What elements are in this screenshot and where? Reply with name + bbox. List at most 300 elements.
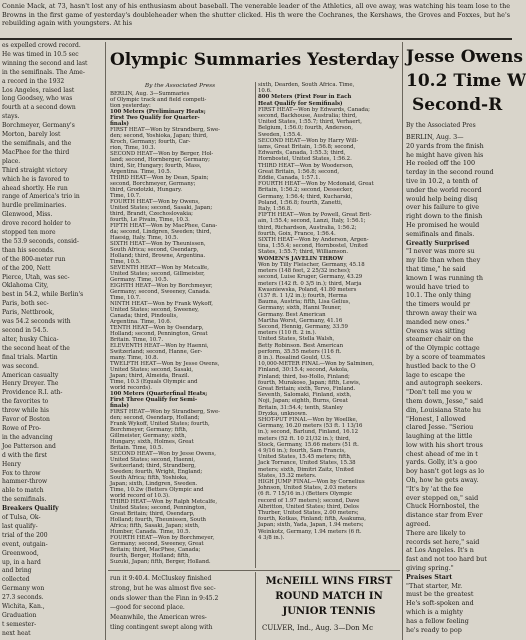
left-article-line: hammer-throw xyxy=(2,478,48,486)
summary-line: Time, 10.3 (Equals Olympic and xyxy=(110,379,198,385)
summary-line: South Africa; second, Osendarp, xyxy=(110,247,199,253)
summary-line: Humber, Canada. Time, 10.5. xyxy=(110,529,191,535)
left-article-line: Third straight victory xyxy=(2,166,68,174)
wrestling-story-line: onds slower than the Finn in 9:45.2 xyxy=(110,594,219,602)
summary-line: meters; sixth, Dimitri Zaitz, United xyxy=(258,466,354,473)
summary-line: FIRST HEAT—Won by Edwards, Canada; xyxy=(258,106,370,113)
summary-line: second, Luise Kruger, Germany, 43.29 xyxy=(258,274,363,281)
wrestling-story-line: run it 9:40.4. McCluskey finished xyxy=(110,575,212,582)
left-article-line: winning the second and last xyxy=(2,59,88,67)
center-byline: By the Associated Press xyxy=(144,83,216,89)
left-article-line: which he is favored to xyxy=(2,175,70,183)
owens-story-line: agreed. xyxy=(406,520,431,529)
left-article-line: event, outgain- xyxy=(2,540,48,548)
summary-line: Sweden; fourth, Wright, England; xyxy=(110,469,203,475)
summary-line: FIRST HEAT—Won by Strandberg, Swe- xyxy=(110,127,220,133)
summary-line: 10.6. xyxy=(258,88,272,95)
left-article-line: in the semifinals. The Ame- xyxy=(2,68,85,76)
owens-byline: By the Associated Pres xyxy=(406,122,476,129)
summary-line: 800 Meters (First Four in Each xyxy=(258,94,352,101)
tennis-headline-line-1: McNEILL WINS FIRST xyxy=(265,576,393,587)
owens-headline-line-2: 10.2 Time W xyxy=(406,71,526,91)
summary-line: in.); second, Barlund, Finland, 16.12 xyxy=(258,429,359,436)
summary-line: Frank Wykoff, United States; fourth, xyxy=(110,421,210,427)
left-article-line: was 54.2 seconds with xyxy=(2,318,71,326)
summary-line: Thurber, United States, 2.00 meters; xyxy=(258,510,359,517)
owens-story-line: Praises Start xyxy=(406,572,453,581)
summary-line: Sweden, 1:55.4. xyxy=(258,131,302,138)
left-article-line: last qualify- xyxy=(2,522,38,530)
top-divider xyxy=(0,38,512,40)
summary-line: Argentina. Time, 10.5. xyxy=(110,169,172,175)
owens-story-line: tive in 10.2, a tenth of xyxy=(406,176,478,185)
owens-story-line: He promised he would xyxy=(406,220,480,229)
summary-line: Japan; sixth, Lindgren, Sweden. xyxy=(110,481,198,487)
left-article-line: Joe Patterson and xyxy=(2,442,56,450)
owens-story-line: semifinals and finals. xyxy=(406,229,475,238)
left-article-line: Paris, Nettbrook, xyxy=(2,309,55,317)
left-article-line: collected xyxy=(2,576,30,584)
left-article-line: Rowe of Pro- xyxy=(2,424,42,432)
left-article-line: than his seconds. xyxy=(2,246,55,254)
summary-line: record of 1.97 meters); second, Dave xyxy=(258,497,360,504)
summary-line: 4 9/16 in.); fourth, Sam Francis, xyxy=(258,447,346,454)
owens-story-line: yards. Golly, it's a goo xyxy=(406,458,478,467)
owens-story-line: fast and not too hard but xyxy=(406,555,487,564)
left-article-line: stopped ten more xyxy=(2,229,56,237)
summary-line: (6 ft. 7 15/16 in.) (Betters Olympic xyxy=(258,491,353,498)
summary-line: South Africa; fifth, Yoshioka, xyxy=(110,475,189,481)
summary-line: Second, Hennig, Germany, 33.59 xyxy=(258,323,348,330)
owens-story-line: giving spring." xyxy=(406,564,454,573)
owens-story-line: thrown away their wa xyxy=(406,308,477,317)
summary-line: second, Backhouse, Australia; third, xyxy=(258,113,357,120)
summary-line: TWELFTH HEAT—Won by Jesse Owens, xyxy=(110,361,220,367)
summary-line: Weinkotz, Germany, 1.94 meters (6 ft. xyxy=(258,528,362,535)
tennis-headline-line-2: ROUND MATCH IN xyxy=(275,591,383,602)
summary-line: Jack Torrance, United States, 15.38 xyxy=(258,460,356,467)
left-article-line: He was timed in 10.5 sec xyxy=(2,50,79,58)
summary-line: den; second, Yoshioka, Japan; third, xyxy=(110,133,208,139)
summary-line: Hornbostel, United States, 1:56.2. xyxy=(258,156,352,163)
left-article-line: trial of the 200 xyxy=(2,531,48,539)
summary-line: rion, Time, 10.3. xyxy=(110,145,156,151)
summary-line: Time, 10.7. xyxy=(110,193,141,199)
summary-line: EIGHTH HEAT—Won by Borchmeyer, xyxy=(110,283,213,289)
summary-line: THIRD HEAT—Won by Dean, Spain; xyxy=(110,175,209,181)
left-article-line: Henry Dreyer. The xyxy=(2,380,59,388)
summary-line: First Three Qualify for Semi- xyxy=(110,397,198,403)
left-article-line: 27.3 seconds. xyxy=(2,594,44,602)
summary-line: Germany. Best American xyxy=(258,311,326,318)
summary-line: Edwards, Canada, 1:55.3; third, xyxy=(258,150,346,157)
left-article-line: Graduation xyxy=(2,612,37,619)
wrestling-story-line: Meanwhile, the American wres- xyxy=(110,614,207,622)
left-article-line: throw while his xyxy=(2,407,49,415)
wrestling-story-line: strong, but he was almost five sec- xyxy=(110,584,216,592)
summary-line: United States, Stella Walsh, xyxy=(258,336,335,343)
left-article-line: long Goodsey, who was xyxy=(2,95,73,103)
summary-line: Albritton, United States; third, Delos xyxy=(258,503,359,510)
olympic-summaries-headline: Olympic Summaries Yesterday xyxy=(110,50,399,70)
summary-line: FOURTH HEAT—Won by Mcdonald, Great xyxy=(258,181,374,188)
left-article-line: place. xyxy=(2,157,21,165)
summary-line: perform, 35.55 meters (116 ft. xyxy=(258,348,342,355)
left-article-line: American casualty xyxy=(2,371,59,379)
summary-line: iams, Great Britain, 1:56.8; second, xyxy=(258,144,356,151)
left-article-line: Pierce, Utah, was sec- xyxy=(2,273,70,281)
summary-line: United States, 15.45 meters; fifth, xyxy=(258,454,352,461)
left-article-line: final trials. Martin xyxy=(2,353,58,361)
summary-line: (137 ft. 1 1/2 in.); fourth, Herma xyxy=(258,292,347,299)
summary-line: ELEVENTH HEAT—Won by Haenni, xyxy=(110,343,209,349)
left-article-line: MacPhee for the third xyxy=(2,148,70,156)
summary-line: BERLIN, Aug. 3—Summaries xyxy=(110,91,190,97)
owens-story-line: He reeled off the 100 xyxy=(406,159,476,168)
left-article-line: of the 200, Nett xyxy=(2,264,51,272)
summary-line: world record of 10.3). xyxy=(110,493,170,499)
owens-story-line: "It's by 'at the fee xyxy=(406,484,464,493)
owens-story-line: 20 yards from the finish xyxy=(406,141,484,150)
left-article-line: Paris, both sec- xyxy=(2,300,49,308)
owens-story-line: Greatly Surprised xyxy=(406,238,470,247)
owens-story-line: would have tried to xyxy=(406,282,469,291)
summary-line: HIGH JUMP FINAL—Won by Cornelius xyxy=(258,479,365,485)
owens-story-line: of the Olympic cottage xyxy=(406,344,480,353)
summary-line: Holland; third, Browne, Argentina. xyxy=(110,253,206,259)
summary-line: THIRD HEAT—Won by Wooderson, xyxy=(258,162,354,169)
summary-line: Britain. Time, 10.7. xyxy=(110,337,164,343)
left-article-line: Glenwood, Miss. xyxy=(2,211,53,219)
summary-line: Belgium, 1:56.0; fourth, Anderson, xyxy=(258,125,353,132)
summary-line: third, Brandt, Czechoslovakia; xyxy=(110,211,193,217)
left-article-line: Los Angeles, raised last xyxy=(2,86,75,94)
summary-line: Kwasniewska, Poland, 41.80 meters xyxy=(258,286,357,293)
left-article-line: Breakers Qualify xyxy=(2,505,59,513)
owens-story-line: "Honest, I allowed xyxy=(406,414,466,423)
left-article-line: the favorites to xyxy=(2,398,49,406)
summary-line: Great Britain; sixth, Tervo, Finland. xyxy=(258,385,356,392)
summary-line: second, Borchmeyer, Germany; xyxy=(110,181,196,187)
summary-line: meters (148 feet, 2 25/32 inches); xyxy=(258,268,351,275)
owens-story-line: Chuck Hornbostel, the xyxy=(406,502,480,511)
owens-story-line: din, Louisiana State hu xyxy=(406,405,482,414)
owens-story-line: known I was running th xyxy=(406,273,483,282)
summary-line: Britain; third, MacPhee, Canada; xyxy=(110,547,201,553)
summary-line: third, Sir, Hungary; fourth, Mass, xyxy=(110,163,202,169)
summary-line: 8 in.). Rosalind Gould, U.S. xyxy=(258,354,332,361)
summary-line: SECOND HEAT—Won by Jesse Owens, xyxy=(110,451,216,457)
summary-line: tion yesterday: xyxy=(110,103,151,109)
owens-story-line: Oh, how he gets away. xyxy=(406,476,479,485)
summary-line: many. Time, 10.8. xyxy=(110,355,159,361)
summary-line: Germany; sixth, Hanni Teuner, xyxy=(258,305,342,312)
left-article-line: the 53.9 seconds, consid- xyxy=(2,237,79,245)
left-article-line: was second. xyxy=(2,362,39,370)
left-article-line: drove record holder to xyxy=(2,220,71,228)
left-article-line: the second heat of the xyxy=(2,344,70,352)
summary-line: SECOND HEAT—Won by Berger, Hol- xyxy=(110,151,214,157)
summary-line: FIRST HEAT—Won by Strandberg, Swe- xyxy=(110,409,220,415)
left-article-line: stays. xyxy=(2,113,20,121)
summaries-column-two xyxy=(258,82,400,569)
left-article-line: Fox to throw xyxy=(2,469,41,477)
summary-line: Canada; third, Pindoulis, xyxy=(110,313,178,319)
owens-story-line: distance star from Ever xyxy=(406,511,483,520)
summary-line: Britain. Time, 10.5. xyxy=(110,445,164,451)
left-article-line: of Tulsa, Ok- xyxy=(2,514,41,522)
summary-line: fourth, Murakoso, Japan; fifth, Lewis, xyxy=(258,379,361,386)
owens-story-line: chest ahead of me in t xyxy=(406,449,478,458)
owens-story-line: terday in the second round xyxy=(406,168,494,177)
owens-story-line: ever stepped on," said xyxy=(406,493,479,502)
summary-line: Noji, Japan; eighth, Burns, Great xyxy=(258,398,348,405)
summary-line: NINTH HEAT—Won by Frank Wykoff, xyxy=(110,301,213,307)
summary-line: third, Richardson, Australia, 1:56.2; xyxy=(258,224,357,231)
summary-line: Time, 10.5. xyxy=(110,259,141,265)
summary-line: den; second, Osendarp, Holland; xyxy=(110,415,200,421)
summary-line: fourth, Kotkas, Finland; fifth, Asakuma, xyxy=(258,516,366,523)
owens-story-line: the timers would pr xyxy=(406,300,471,309)
owens-story-line: Owens was sitting xyxy=(406,326,466,335)
left-article-line: the semifinals. xyxy=(2,496,47,504)
owens-story-line: low with his short trous xyxy=(406,440,483,449)
summary-line: fourth, Berger, Holland; fifth, xyxy=(110,553,191,559)
center-divider xyxy=(255,82,256,568)
summary-line: Borchmeyer, Germany; fifth, xyxy=(110,427,188,433)
caption-text: Connie Mack, at 73, hasn't lost any of his enthusiasm about baseball. The venerable leader of the Athletics, all ove away, was watching his team lose to the Browns in the first game of yesterday's doubleheader when the shutter clicked. His th were the Cochranes, the Kershaws, the Groves and Foxxes, but he's rebuilding again with youngsters. At his xyxy=(2,2,510,28)
wrestling-story-line: tling contingent swept along with xyxy=(110,623,213,631)
left-article-line: able to match xyxy=(2,487,44,495)
summary-line: United States; second, Sasaki, Japan; xyxy=(110,205,213,211)
summary-line: finals) xyxy=(110,403,129,409)
summary-line: Dryzka, unknown. xyxy=(258,410,308,417)
left-article-line: fourth at a second down xyxy=(2,104,76,112)
summary-line: United States, 1:55.7; third, Verhaert, xyxy=(258,119,362,126)
summary-line: Switzerland; second, Hanne, Ger- xyxy=(110,349,203,355)
left-article-line: Wichita, Kan., xyxy=(2,603,45,611)
owens-story-line: right down to the finish xyxy=(406,212,483,221)
left-article-line: Henry xyxy=(2,460,21,468)
summary-line: land; second, Hornberger, Germany; xyxy=(110,157,210,163)
summary-line: SIXTH HEAT—Won by Anderson, Argen- xyxy=(258,237,369,244)
summary-line: FIFTH HEAT—Won by MacPhee, Cana- xyxy=(110,223,218,229)
summary-line: United States; second, Gillmeister, xyxy=(110,271,205,277)
summary-line: ain, 1:55.4; second, Lanzi, Italy, 1:56.1; xyxy=(258,218,366,225)
summary-line: finals) xyxy=(110,121,129,127)
summary-line: FOURTH HEAT—Won by Borchmeyer, xyxy=(110,535,215,541)
summary-line: States, 1:55.7; third, Williamson. xyxy=(258,249,349,256)
left-article-line: next heat xyxy=(2,629,31,637)
owens-story-line: he's ready to pop xyxy=(406,625,462,634)
summary-line: WOMEN'S JAVELIN THROW xyxy=(258,255,344,262)
summary-line: Johnson, United States, 2.03 meters xyxy=(258,485,357,492)
summary-line: States, 15.32 meters. xyxy=(258,472,317,479)
summary-line: da; second, Lindgren, Sweden; third, xyxy=(110,229,212,235)
left-article-line: Morton, barely lost xyxy=(2,131,61,139)
summary-line: United States; second, Pennington, xyxy=(110,505,207,511)
summary-line: Britain, 31:54.4; tenth, Stanley xyxy=(258,404,343,411)
bottom-column-divider xyxy=(255,572,256,640)
owens-story-line: has a fellow feeling xyxy=(406,616,469,625)
owens-story-line: "Don't tell me you w xyxy=(406,388,472,397)
summary-line: world records). xyxy=(110,385,152,391)
owens-story-line: at Los Angeles. It's n xyxy=(406,546,474,555)
summary-line: fourth, Goix, France, 1:56.4. xyxy=(258,230,336,237)
summary-line: 4 3/8 in.). xyxy=(258,534,285,541)
summary-line: Japan; sixth, Yada, Japan, 1.94 meters; xyxy=(258,522,364,529)
summary-line: Suzuki, Japan; fifth, Berger, Holland. xyxy=(110,559,211,565)
left-article-line: up, in a hard xyxy=(2,558,41,566)
summary-line: Holland; fourth, Theunissen, South xyxy=(110,517,207,523)
owens-headline-line-1: Jesse Owens xyxy=(406,47,523,67)
left-article-line: d with the first xyxy=(2,451,48,459)
tennis-dateline: CULVER, Ind., Aug. 3—Don Mc xyxy=(262,624,373,632)
summary-line: tina, 1:55.4; second, Hornbostel, United xyxy=(258,243,368,250)
owens-story-line: 10.1. The only thing xyxy=(406,291,472,300)
owens-story-line: He's soft-spoken and xyxy=(406,599,474,608)
owens-story-line: lage to escape the xyxy=(406,370,466,379)
summary-line: Seventh, Salomaki, Finland, sixth, xyxy=(258,392,352,399)
summary-line: TENTH HEAT—Won by Osendarp, xyxy=(110,325,204,331)
summary-line: SEVENTH HEAT—Won by Metcalfe, xyxy=(110,265,209,271)
left-article-line: Oklahoma City, xyxy=(2,282,49,290)
left-article-line: Borchmeyer, Germany's xyxy=(2,122,75,130)
summary-line: United States; second, Haenni, xyxy=(110,457,196,463)
summary-line: THIRD HEAT—Won by Ralph Metcalfe, xyxy=(110,499,218,505)
owens-story-line: There are likely to xyxy=(406,528,466,537)
summary-line: 100 Meters (Preliminary Heats; xyxy=(110,109,206,115)
summaries-column-one xyxy=(110,91,252,569)
summary-line: Germany, 1:56.4; third, Kucharski, xyxy=(258,193,353,200)
wrestling-story-line: —good for second place. xyxy=(110,604,185,612)
wrestling-story-text xyxy=(110,574,252,640)
summary-line: Germany. Time, 10.5. xyxy=(110,277,169,283)
summary-line: Germany; second, Sweeney, Great xyxy=(110,541,204,547)
left-article-line: in the advancing xyxy=(2,433,53,441)
owens-story-line: clared Jesse. "Seriou xyxy=(406,423,474,432)
summary-line: Bauma, Austria; fifth, Lisa Gelius, xyxy=(258,299,351,306)
owens-story-line: boy hasn't got legs as lo xyxy=(406,467,485,476)
summary-line: FOURTH HEAT—Won by Owens, xyxy=(110,199,200,205)
bottom-center-divider xyxy=(108,570,400,571)
summary-line: United States; second, Sweeney, xyxy=(110,307,199,313)
owens-story-column xyxy=(406,133,512,640)
summary-line: SHOT-PUT FINAL—Won by Woellke, xyxy=(258,416,358,423)
left-article-line: best in 54.2, while Berlin's xyxy=(2,291,84,299)
summary-line: Holland; second, Pennington, Great xyxy=(110,331,208,337)
summary-line: Martha Worst, Germany, 41.16 xyxy=(258,317,343,324)
summary-line: meters (52 ft. 10 21/32 in.); third, xyxy=(258,435,351,442)
left-article-line: Germany won xyxy=(2,585,45,593)
top-photo-caption xyxy=(2,2,510,36)
owens-story-line: them down, Jesse," said xyxy=(406,396,484,405)
summary-line: SECOND HEAT—Won by Harry Will- xyxy=(258,137,359,144)
tennis-headline-line-3: JUNIOR TENNIS xyxy=(282,606,376,617)
owens-story-line: under the world record xyxy=(406,185,482,194)
right-column-divider xyxy=(402,42,403,640)
summary-line: Germany; second, Sweeney, Canada. xyxy=(110,289,211,295)
summary-line: Time, 10.7. xyxy=(110,295,141,301)
owens-story-line: by a score of teammates xyxy=(406,352,486,361)
left-column-divider xyxy=(105,42,106,640)
summary-line: 100 Meters (Quarterfinal Heats; xyxy=(110,391,208,397)
left-article-line: second in 54.5. xyxy=(2,327,49,334)
owens-story-line: and autograph seekers. xyxy=(406,379,483,388)
owens-story-line: BERLIN, Aug. 3— xyxy=(406,133,464,141)
summary-line: Won by Tilly Fleischer, Germany, 45.18 xyxy=(258,261,365,268)
owens-story-line: that time," he said xyxy=(406,264,466,273)
summary-line: fourth, Le Pivain, Time, 10.3. xyxy=(110,217,190,223)
owens-story-line: must be the greatest xyxy=(406,590,474,599)
summary-line: Germany, 16.20 meters (53 ft. 1 13/16 xyxy=(258,423,363,430)
left-article-line: es expelled crowd record. xyxy=(2,42,81,49)
left-article-line: Favor of Boston xyxy=(2,416,50,424)
owens-story-line: over his failure to give xyxy=(406,203,480,212)
summary-line: Great Britain, 1:56.8; second, xyxy=(258,168,340,175)
summary-line: Eddie, Canada, 1:57.1. xyxy=(258,175,321,182)
summary-line: Japan; third, Almeida, Brazil. xyxy=(110,373,190,379)
left-article-line: range of America's trio in xyxy=(2,193,80,201)
summary-line: SIXTH HEAT—Won by Theunissen, xyxy=(110,241,206,247)
summary-line: Italy, 1:56.8. xyxy=(258,206,292,213)
left-article-line: Providence R.I. ath- xyxy=(2,389,63,397)
summary-line: Heat Qualify for Semifinals) xyxy=(258,100,343,107)
summary-line: Hungary; sixth, Holmes, Great xyxy=(110,439,194,445)
summary-line: Britain, 1:56.2; second, Dessecker, xyxy=(258,187,354,194)
owens-story-line: would help being disq xyxy=(406,194,478,203)
summary-line: 10,000-METER FINAL—Won by Salminen, xyxy=(258,361,375,368)
summary-line: meters (110 ft. 2 in.). xyxy=(258,330,317,337)
owens-story-line: which is a mighty xyxy=(406,608,464,617)
left-article-line: t semester- xyxy=(2,620,37,628)
left-article-line: of the 800-meter run xyxy=(2,255,66,263)
owens-story-line: manded new ones." xyxy=(406,317,470,326)
summary-line: FIFTH HEAT—Won by Powell, Great Brit- xyxy=(258,212,372,219)
summary-line: First Two Qualify for Quarter- xyxy=(110,115,200,121)
summary-line: third, Grodotzki, Hungary. xyxy=(110,187,182,193)
summary-line: Haesig, Italy. Time, 10.5. xyxy=(110,235,179,241)
summary-line: sixth, Dearden, South Africa. Time, xyxy=(258,82,355,88)
left-article-line: and bring xyxy=(2,567,32,575)
summary-line: Betty Robinson. Best American xyxy=(258,342,344,349)
summary-line: Gillmeister, Germany; sixth, xyxy=(110,433,187,439)
summary-line: Finland; third, Iso-Hollo, Finland; xyxy=(258,373,350,380)
summary-line: Switzerland; third, Strandberg, xyxy=(110,463,196,469)
left-article-line: the semifinals, and the xyxy=(2,139,72,147)
summary-line: United States; second, Sasaki, xyxy=(110,367,194,373)
left-article-line: a record in the 1932 xyxy=(2,77,65,85)
owens-headline-line-3: Second-R xyxy=(412,95,503,115)
summary-line: Argentina. Time, 10.6. xyxy=(110,319,172,325)
left-article-line: Greenwood, xyxy=(2,549,39,557)
summary-line: of Olympic track and field competi- xyxy=(110,97,207,103)
summary-line: Finland, 30:15.4; second, Askola, xyxy=(258,367,349,374)
owens-story-line: records set here," said xyxy=(406,537,480,546)
owens-story-line: "I never was more su xyxy=(406,247,475,256)
owens-story-line: hustled back to the O xyxy=(406,361,476,370)
owens-story-line: he might have given his xyxy=(406,150,484,159)
owens-story-line: laughing at the little xyxy=(406,432,473,441)
left-article-line: ahead shortly. He run xyxy=(2,184,68,192)
left-article-line: alter, husky Chica- xyxy=(2,335,59,343)
summary-line: Africa; fifth, Sasaki, Japan; sixth, xyxy=(110,523,200,529)
summary-line: meters (142 ft. 0 3/5 in.); third, Marja xyxy=(258,280,362,287)
summary-line: Great Britain; third, Osendarp, xyxy=(110,511,195,517)
summary-line: Stock, Germany, 15.66 meters (51 ft. xyxy=(258,441,359,448)
owens-story-line: my life than when they xyxy=(406,256,481,265)
left-article-line: hurdle preliminaries. xyxy=(2,202,67,210)
